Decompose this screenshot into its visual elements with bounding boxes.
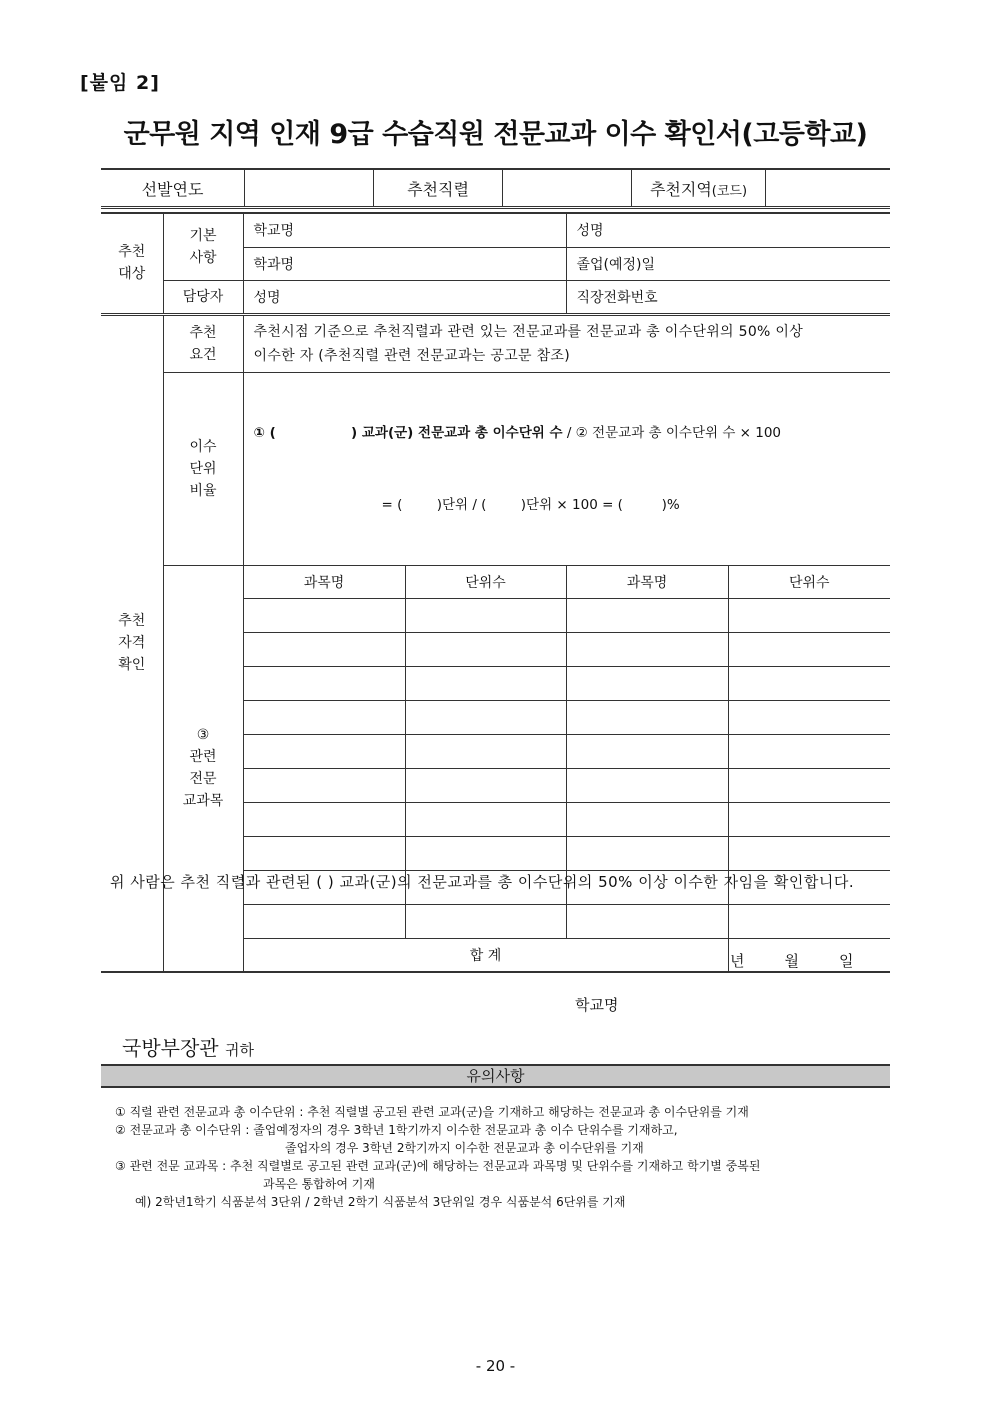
confirmation-text: 위 사람은 추천 직렬과 관련된 ( ) 교과(군)의 전문교과를 총 이수단위의 50% 이상 이수한 자임을 확인합니다. xyxy=(110,873,855,891)
units-cell[interactable] xyxy=(405,768,566,802)
school-name-field[interactable]: 학교명 xyxy=(243,213,566,247)
name-field[interactable]: 성명 xyxy=(566,213,890,247)
units-cell[interactable] xyxy=(728,904,890,938)
units-cell[interactable] xyxy=(405,632,566,666)
col-subject-1: 과목명 xyxy=(243,565,405,598)
month-label: 월 xyxy=(784,952,799,970)
school-signature-label: 학교명 xyxy=(575,996,619,1014)
units-cell[interactable] xyxy=(405,598,566,632)
units-cell[interactable] xyxy=(728,666,890,700)
ratio-label xyxy=(163,372,243,565)
requirement-line-1: 추천시점 기준으로 추천직렬과 관련 있는 전문교과를 전문교과 총 이수단위의 50% 이상 xyxy=(253,323,804,340)
total-label: 합 계 xyxy=(243,938,728,972)
units-cell[interactable] xyxy=(405,836,566,870)
subject-cell[interactable] xyxy=(243,700,405,734)
subject-cell[interactable] xyxy=(243,666,405,700)
note-2-cont: 졸업자의 경우 3학년 2학기까지 이수한 전문교과 총 이수단위를 기재 xyxy=(285,1141,644,1155)
col-units-2: 단위수 xyxy=(728,565,890,598)
units-cell[interactable] xyxy=(405,700,566,734)
units-cell[interactable] xyxy=(728,734,890,768)
requirement-line-2: 이수한 자 (추천직렬 관련 전문교과는 공고문 참조) xyxy=(253,347,571,364)
subjects-text: ③ 관련 전문 교과목 xyxy=(182,727,224,810)
units-cell[interactable] xyxy=(728,632,890,666)
ratio-content[interactable] xyxy=(243,372,890,565)
units-cell[interactable] xyxy=(728,700,890,734)
units-cell[interactable] xyxy=(405,734,566,768)
subject-cell[interactable] xyxy=(566,734,728,768)
page-title: 군무원 지역 인재 9급 수습직원 전문교과 이수 확인서(고등학교) xyxy=(123,119,868,150)
subject-cell[interactable] xyxy=(566,632,728,666)
units-cell[interactable] xyxy=(728,768,890,802)
subject-cell[interactable] xyxy=(243,768,405,802)
subject-cell[interactable] xyxy=(243,802,405,836)
manager-name-field[interactable]: 성명 xyxy=(243,280,566,314)
units-cell[interactable] xyxy=(405,904,566,938)
col-units-1: 단위수 xyxy=(405,565,566,598)
subject-cell[interactable] xyxy=(566,802,728,836)
note-example: 예) 2학년1학기 식품분석 3단위 / 2학년 2학기 식품분석 3단위일 경우 식품분석 6단위를 기재 xyxy=(135,1195,626,1209)
selection-year-value[interactable] xyxy=(245,169,374,208)
subject-cell[interactable] xyxy=(243,836,405,870)
note-1: ① 직렬 관련 전문교과 총 이수단위 : 추천 직렬별 공고된 관련 교과(군)을 기재하고 해당하는 전문교과 총 이수단위를 기재 xyxy=(115,1105,749,1119)
addressee xyxy=(122,1032,254,1061)
col-subject-2: 과목명 xyxy=(566,565,728,598)
recommend-region-value[interactable] xyxy=(766,169,891,208)
ratio-numerator: ① ( ) 교과(군) 전문교과 총 이수단위 수 xyxy=(253,424,563,441)
subject-cell[interactable] xyxy=(566,836,728,870)
day-label: 일 xyxy=(839,952,854,970)
units-cell[interactable] xyxy=(728,598,890,632)
requirement-content xyxy=(243,314,890,372)
subject-cell[interactable] xyxy=(566,768,728,802)
requirement-text: 추천 요건 xyxy=(189,324,217,363)
ratio-line-1 xyxy=(254,421,891,445)
dept-name-field[interactable]: 학과명 xyxy=(243,247,566,280)
basic-info-text: 기본 사항 xyxy=(189,227,217,266)
units-cell[interactable] xyxy=(728,802,890,836)
ratio-text: 이수 단위 비율 xyxy=(189,438,217,499)
note-3-cont: 과목은 통합하여 기재 xyxy=(263,1177,375,1191)
main-table xyxy=(101,212,890,973)
notes-list xyxy=(115,1103,895,1211)
units-cell[interactable] xyxy=(728,836,890,870)
subject-cell[interactable] xyxy=(243,734,405,768)
subject-cell[interactable] xyxy=(243,904,405,938)
note-2: ② 전문교과 총 이수단위 : 졸업예정자의 경우 3학년 1학기까지 이수한 전문교과 총 이수 단위수를 기재하고, xyxy=(115,1123,678,1137)
units-cell[interactable] xyxy=(405,666,566,700)
subject-cell[interactable] xyxy=(566,598,728,632)
subject-cell[interactable] xyxy=(243,632,405,666)
office-phone-field[interactable]: 직장전화번호 xyxy=(566,280,890,314)
notice-header: 유의사항 xyxy=(101,1064,890,1088)
basic-info-label xyxy=(163,213,243,280)
region-code-text: (코드) xyxy=(711,183,748,199)
honorific-label: 귀하 xyxy=(224,1041,254,1059)
year-label: 년 xyxy=(730,952,745,970)
header-table xyxy=(101,168,890,209)
ratio-denominator: / ② 전문교과 총 이수단위 수 × 100 xyxy=(562,424,782,441)
graduation-field[interactable]: 졸업(예정)일 xyxy=(566,247,890,280)
manager-label: 담당자 xyxy=(163,280,243,314)
subjects-label xyxy=(163,565,243,972)
attachment-tag: [붙임 2] xyxy=(80,72,160,94)
qualification-text: 추천 자격 확인 xyxy=(118,613,146,674)
date-line xyxy=(730,950,854,971)
requirement-label xyxy=(163,314,243,372)
ratio-line-2: = ( )단위 / ( )단위 × 100 = ( )% xyxy=(381,496,680,513)
subject-cell[interactable] xyxy=(566,700,728,734)
selection-year-label: 선발연도 xyxy=(141,179,204,199)
subject-cell[interactable] xyxy=(566,904,728,938)
minister-label: 국방부장관 xyxy=(122,1036,219,1060)
subject-cell[interactable] xyxy=(566,666,728,700)
recommend-job-label: 추천직렬 xyxy=(374,169,503,208)
page-number: - 20 - xyxy=(475,1357,516,1375)
subject-cell[interactable] xyxy=(243,598,405,632)
target-label-text: 추천 대상 xyxy=(118,244,146,283)
target-label xyxy=(101,213,163,314)
recommend-job-value[interactable] xyxy=(503,169,632,208)
region-label-text: 추천지역 xyxy=(649,179,712,199)
units-cell[interactable] xyxy=(405,802,566,836)
note-3: ③ 관련 전문 교과목 : 추천 직렬별로 공고된 관련 교과(군)에 해당하는 전문교과 과목명 및 단위수를 기재하고 학기별 중복된 xyxy=(115,1159,761,1173)
recommend-region-label xyxy=(632,169,766,208)
